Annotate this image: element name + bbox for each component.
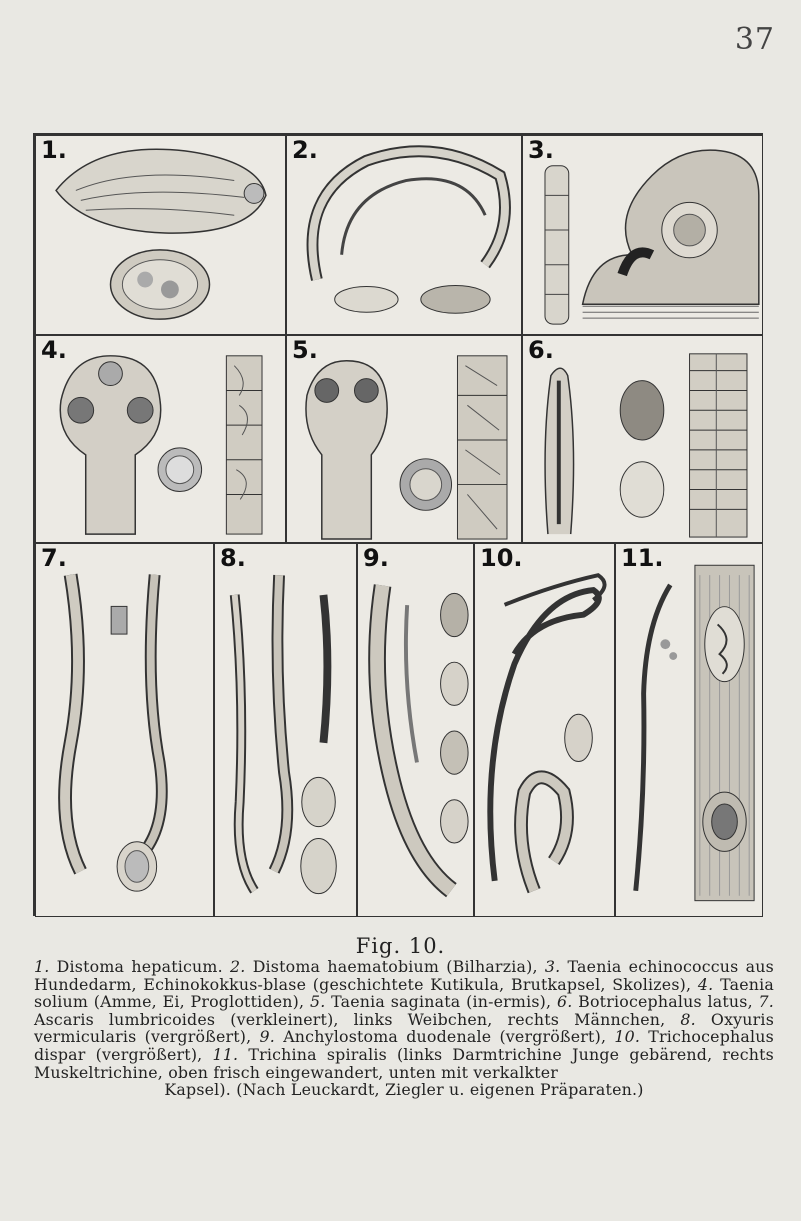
caption-text-6: Botriocephalus latus, [572,992,759,1012]
panel-6 [522,335,763,543]
caption-text-2: Distoma haematobium (Bilharzia), [245,957,545,976]
caption-number-7: 7. [758,992,774,1012]
distoma-haematobium-drawing [287,136,521,334]
trichocephalus-dispar-drawing [475,544,614,916]
panel-4 [35,335,286,543]
caption-number-3: 3. [544,957,561,976]
panel-5 [286,335,522,543]
panel-3 [522,135,763,335]
taenia-echinococcus-drawing [523,136,762,334]
caption-text-3: Taenia echinococcus aus Hundedarm, Echinokokkus-blase (geschichtete Kutikula, Brutkapsel, Skolizes), [34,957,774,994]
panel-number-4: 4. [41,336,70,364]
oxyuris-vermicularis-drawing [215,544,356,916]
caption-number-9: 9. [259,1027,276,1047]
caption-number-8: 8. [680,1009,696,1029]
panel-number-6: 6. [528,336,557,364]
caption-number-11: 11. [212,1044,239,1064]
botriocephalus-latus-drawing [523,336,762,542]
caption-text-11: Trichina spiralis (links Darmtrichine Junge gebärend, rechts Muskeltrichine, oben frisch eingewandert, unten mit verkalkter [34,1044,774,1082]
figure-label: Fig. 10. [355,934,446,958]
caption-number-6: 6. [556,992,573,1012]
panel-8 [214,543,357,917]
panel-number-7: 7. [41,544,70,572]
panel-number-2: 2. [292,136,321,164]
figure-caption [34,958,774,1099]
panel-number-8: 8. [220,544,249,572]
taenia-saginata-drawing [287,336,521,542]
distoma-hepaticum-drawing [36,136,285,334]
panel-number-5: 5. [292,336,321,364]
caption-number-2: 2. [230,957,246,976]
caption-text-4: Taenia solium (Amme, Ei, Proglottiden), [34,974,774,1012]
panel-10 [474,543,615,917]
ascaris-lumbricoides-drawing [36,544,213,916]
caption-number-1: 1. [34,957,50,976]
caption-text-10: Trichocephalus dispar (vergrößert), [34,1027,774,1064]
anchylostoma-duodenale-drawing [358,544,473,916]
caption-last-line: Kapsel). (Nach Leuckardt, Ziegler u. eigenen Präparaten.) [164,1080,644,1100]
panel-number-9: 9. [363,544,392,572]
panel-number-11: 11. [621,544,667,572]
panel-number-1: 1. [41,136,70,164]
panel-number-3: 3. [528,136,557,164]
taenia-solium-drawing [36,336,285,542]
illustration-plate [33,133,763,916]
caption-text-7: Ascaris lumbricoides (verkleinert), links Weibchen, rechts Männchen, [34,1009,681,1029]
trichina-spiralis-drawing [616,544,762,916]
caption-text-1: Distoma hepaticum. [49,957,231,976]
caption-text-5: Taenia saginata (in-ermis), [325,992,557,1012]
caption-number-10: 10. [614,1027,641,1047]
panel-2 [286,135,522,335]
caption-text-8: Oxyuris vermicularis (vergrößert), [34,1009,774,1047]
page-number: 37 [734,22,775,57]
caption-number-5: 5. [309,992,326,1012]
panel-1 [35,135,286,335]
panel-9 [357,543,474,917]
panel-number-10: 10. [480,544,526,572]
panel-7 [35,543,214,917]
panel-11 [615,543,763,917]
caption-number-4: 4. [697,974,714,994]
caption-text-9: Anchylostoma duodenale (vergrößert), [275,1027,615,1047]
